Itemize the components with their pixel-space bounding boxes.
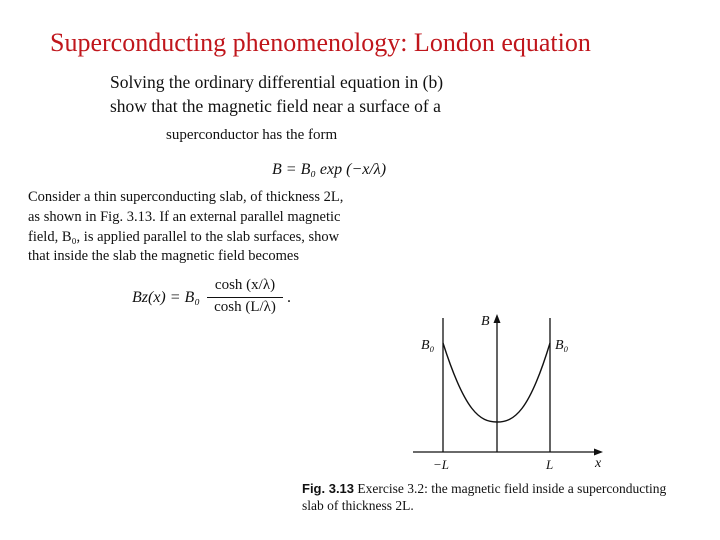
slab-exercise-line-2: as shown in Fig. 3.13. If an external parallel magnetic [28,209,341,225]
slide-title: Superconducting phenomenology: London equation [50,28,591,57]
right-field-label: B₀ [555,338,569,353]
caption-line-1: Exercise 3.2: the magnetic field inside a superconducting [357,481,667,496]
axis-x-label: x [595,456,602,471]
exercise-b-equation: B = B₀ exp (−x/λ) [272,161,387,178]
figure-caption [302,481,666,497]
caption-figure-number: Fig. 3.13 [302,481,355,496]
left-tick-label: −L [433,457,450,472]
slab-exercise-line-3: field, B₀, is applied parallel to the slab surfaces, show [28,229,340,245]
axis-y-label: B [481,314,490,329]
slab-equation-period: . [287,289,291,306]
slab-exercise-line-1: Consider a thin superconducting slab, of thickness 2L, [28,189,344,205]
x-axis-arrowhead [594,449,603,456]
exercise-b-line-1: Solving the ordinary differential equation in (b) [110,72,444,92]
y-axis-arrowhead [494,314,501,323]
slab-equation-lhs: Bz(x) = B₀ [132,289,200,306]
slab-equation-numerator: cosh (x/λ) [214,277,276,293]
slab-equation-denominator: cosh (L/λ) [214,299,276,315]
exercise-b-line-2: show that the magnetic field near a surface of a [110,96,441,116]
slab-exercise-line-4: that inside the slab the magnetic field becomes [28,248,299,264]
caption-line-2: slab of thickness 2L. [302,498,414,513]
exercise-b-line-3: superconductor has the form [166,127,338,143]
right-tick-label: L [546,457,554,472]
left-field-label: B₀ [421,338,435,353]
